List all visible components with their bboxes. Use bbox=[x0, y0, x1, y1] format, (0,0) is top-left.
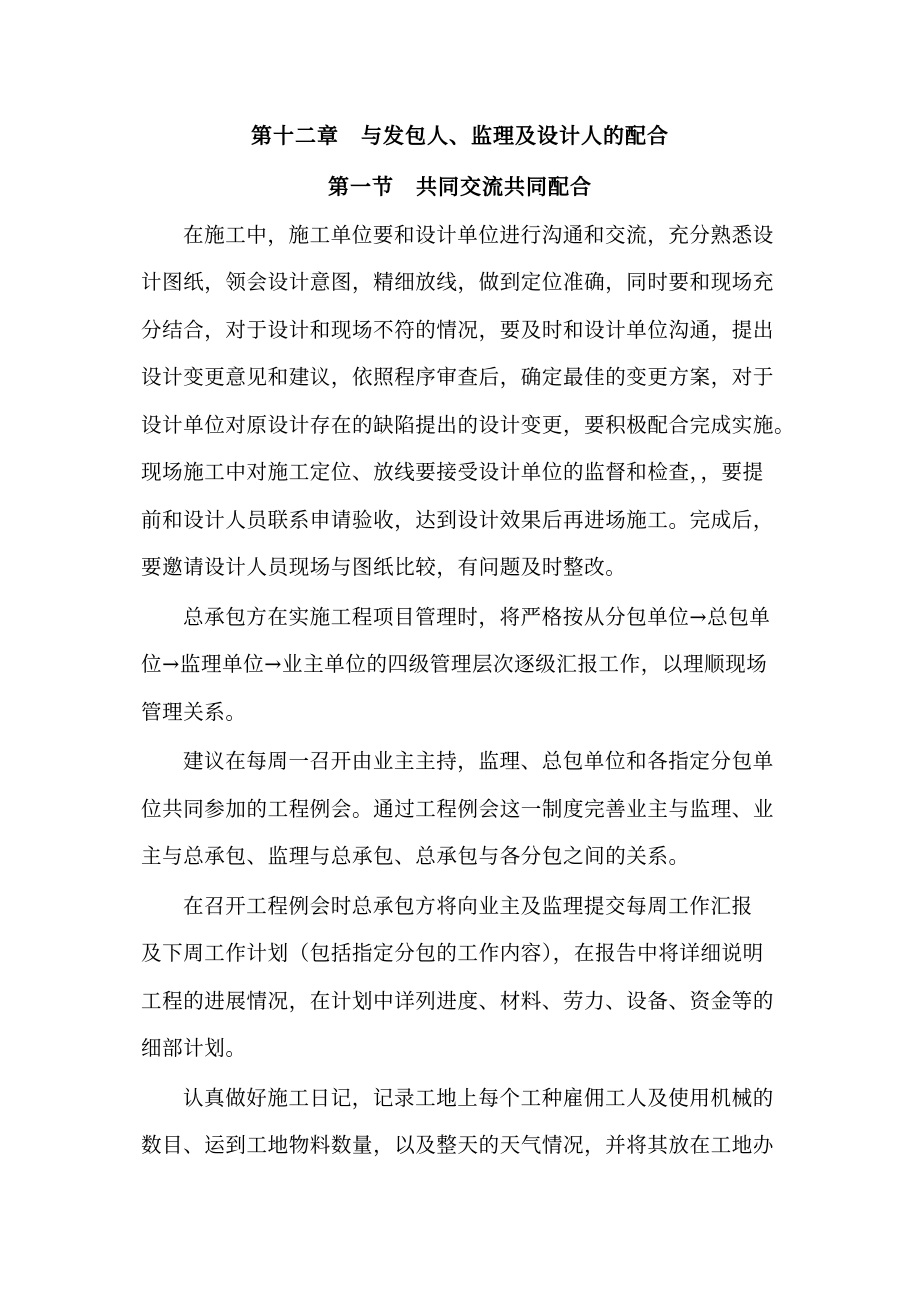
text-line: 及下周工作计划（包括指定分包的工作内容），在报告中将详细说明 bbox=[141, 941, 764, 965]
text-line: 设计变更意见和建议，依照程序审查后，确定最佳的变更方案，对于 bbox=[141, 365, 774, 389]
text-line: 在施工中，施工单位要和设计单位进行沟通和交流，充分熟悉设 bbox=[183, 223, 774, 247]
text-line: 建议在每周一召开由业主主持，监理、总包单位和各指定分包单 bbox=[183, 749, 774, 773]
text-line: 主与总承包、监理与总承包、总承包与各分包之间的关系。 bbox=[141, 844, 690, 868]
text-line: 在召开工程例会时总承包方将向业主及监理提交每周工作汇报 bbox=[183, 894, 753, 918]
text-line: 前和设计人员联系申请验收，达到设计效果后再进场施工。完成后， bbox=[141, 508, 774, 532]
text-line: 要邀请设计人员现场与图纸比较，有问题及时整改。 bbox=[141, 555, 627, 579]
text-line: 现场施工中对施工定位、放线要接受设计单位的监督和检查，，要提 bbox=[141, 460, 764, 484]
text-line: 细部计划。 bbox=[141, 1036, 247, 1060]
text-line: 工程的进展情况，在计划中详列进度、材料、劳力、设备、资金等的 bbox=[141, 989, 774, 1013]
text-line: 认真做好施工日记，记录工地上每个工种雇佣工人及使用机械的 bbox=[183, 1086, 774, 1110]
section-title: 第一节 共同交流共同配合 bbox=[328, 174, 592, 199]
text-line: 数目、运到工地物料数量，以及整天的天气情况，并将其放在工地办 bbox=[141, 1133, 774, 1157]
text-line: 设计单位对原设计存在的缺陷提出的设计变更，要积极配合完成实施。 bbox=[141, 413, 796, 437]
text-line: 总承包方在实施工程项目管理时，将严格按从分包单位→总包单 bbox=[183, 605, 771, 629]
text-line: 管理关系。 bbox=[141, 700, 247, 724]
text-line: 位共同参加的工程例会。通过工程例会这一制度完善业主与监理、业 bbox=[141, 797, 774, 821]
text-line: 分结合，对于设计和现场不符的情况，要及时和设计单位沟通，提出 bbox=[141, 318, 774, 342]
chapter-title: 第十二章 与发包人、监理及设计人的配合 bbox=[251, 123, 669, 148]
text-line: 计图纸，领会设计意图，精细放线，做到定位准确，同时要和现场充 bbox=[141, 270, 774, 294]
text-line: 位→监理单位→业主单位的四级管理层次逐级汇报工作，以理顺现场 bbox=[141, 652, 768, 676]
